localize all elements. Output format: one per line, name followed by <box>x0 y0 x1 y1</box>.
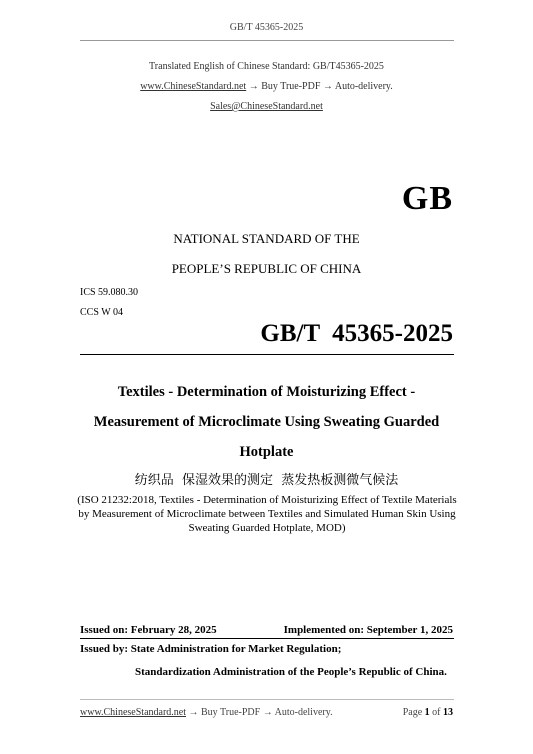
title-line1: Textiles - Determination of Moisturizing Effect - <box>117 384 416 400</box>
site-link[interactable]: www.ChineseStandard.net <box>140 81 247 92</box>
iso-note: (ISO 21232:2018, Textiles - Determination of Moisturizing Effect of Textile Materials by Measurement of Microclimate between Textiles and Simulated Human Skin Using Sweating Guarded Hotplate, MOD) <box>77 494 457 534</box>
national-standard-line1: NATIONAL STANDARD OF THE <box>173 231 360 246</box>
issued-by: Issued by: State Administration for Market Regulation; <box>80 643 342 655</box>
issue-divider <box>80 638 454 639</box>
running-header: GB/T 45365-2025 <box>229 22 304 33</box>
title-line3: Hotplate <box>239 444 294 460</box>
footer-purchase-line <box>80 707 333 718</box>
page-label: Page <box>402 707 423 718</box>
email-line <box>0 101 533 112</box>
page-total: 13 <box>443 707 453 718</box>
translation-note: Translated English of Chinese Standard: GB/T45365-2025 <box>149 61 384 72</box>
purchase-line <box>0 81 533 92</box>
issued-by-second: Standardization Administration of the People’s Republic of China. <box>135 666 447 678</box>
purchase-text: → Buy True-PDF → Auto-delivery. <box>246 81 393 92</box>
national-standard-line2: PEOPLE’S REPUBLIC OF CHINA <box>171 261 362 276</box>
footer-site-link[interactable]: www.ChineseStandard.net <box>80 707 186 718</box>
title-line2: Measurement of Microclimate Using Sweating Guarded <box>93 414 440 430</box>
page-of: of <box>432 707 441 718</box>
standard-number-divider <box>80 354 454 355</box>
page-indicator <box>403 707 453 718</box>
standard-number: GB/T 45365-2025 <box>260 320 453 347</box>
issued-on: Issued on: February 28, 2025 <box>80 624 217 636</box>
ics-code: ICS 59.080.30 <box>80 287 139 298</box>
footer-purchase-text: → Buy True-PDF → Auto-delivery. <box>186 707 333 718</box>
chinese-title: 纺织品 保湿效果的测定 蒸发热板测微气候法 <box>134 473 399 488</box>
header-divider <box>80 40 454 41</box>
gb-logo: GB <box>401 180 453 217</box>
ccs-code: CCS W 04 <box>80 307 123 318</box>
email-link[interactable]: Sales@ChineseStandard.net <box>210 101 323 112</box>
page-current: 1 <box>424 707 430 718</box>
implemented-on: Implemented on: September 1, 2025 <box>283 624 453 636</box>
footer-divider <box>80 699 454 700</box>
